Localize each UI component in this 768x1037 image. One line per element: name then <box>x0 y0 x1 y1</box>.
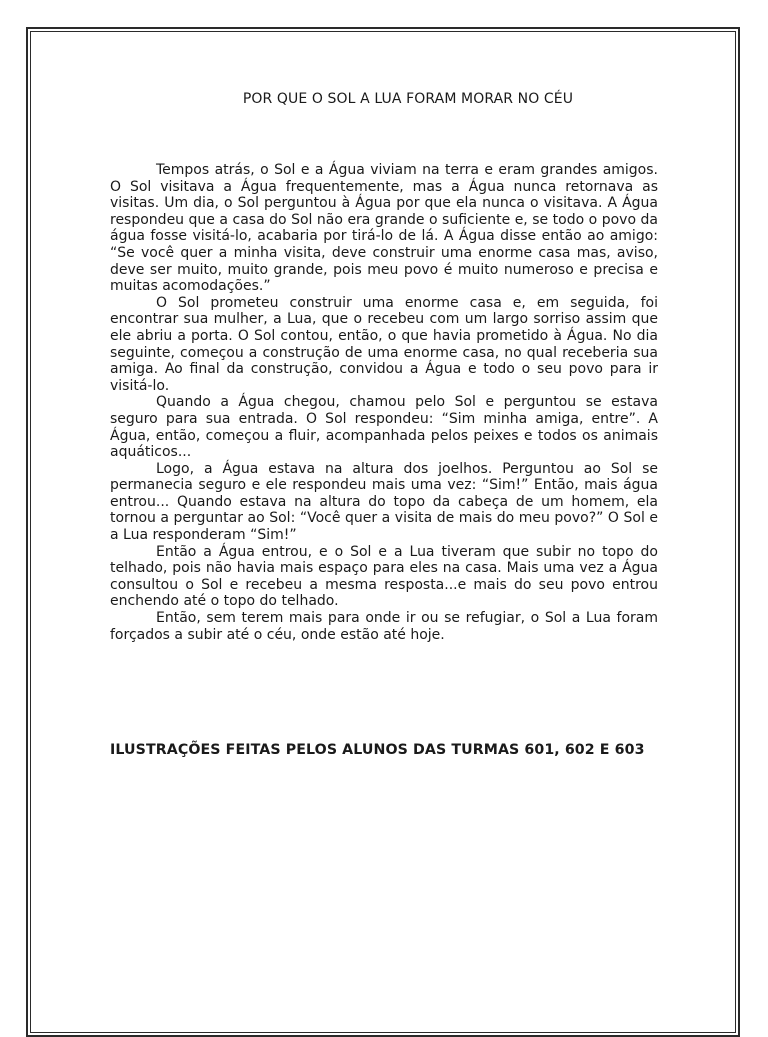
story-paragraph: O Sol prometeu construir uma enorme casa e, em seguida, foi encontrar sua mulher, a Lua, que o recebeu com um largo sorriso assim que ele abriu a porta. O Sol contou, então, o que havia prometido à Água. No dia seguinte, começou a construção de uma enorme casa, no qual receberia sua amiga. Ao final da construção, convidou a Água e todo o seu povo para ir visitá-lo. <box>110 294 658 394</box>
story-paragraph: Quando a Água chegou, chamou pelo Sol e perguntou se estava seguro para sua entrada. O Sol respondeu: “Sim minha amiga, entre”. A Água, então, começou a fluir, acompanhada pelos peixes e todos os animais aquáticos... <box>110 394 658 461</box>
story-body <box>110 162 658 643</box>
story-paragraph: Logo, a Água estava na altura dos joelhos. Perguntou ao Sol se permanecia seguro e ele respondeu mais uma vez: “Sim!” Então, mais água entrou... Quando estava na altura do topo da cabeça de um homem, ela tornou a perguntar ao Sol: “Você quer a visita de mais do meu povo?” O Sol e a Lua responderam “Sim!” <box>110 460 658 544</box>
story-paragraph: Tempos atrás, o Sol e a Água viviam na terra e eram grandes amigos. O Sol visitava a Água frequentemente, mas a Água nunca retornava as visitas. Um dia, o Sol perguntou à Água por que ela nunca o visitava. A Água respondeu que a casa do Sol não era grande o suficiente e, se todo o povo da água fosse visitá-lo, acabaria por tirá-lo de lá. A Água disse então ao amigo: “Se você quer a minha visita, deve construir uma enorme casa mas, aviso, deve ser muito, muito grande, pois meu povo é muito numeroso e precisa e muitas acomodações.” <box>110 162 658 295</box>
document-title: POR QUE O SOL A LUA FORAM MORAR NO CÉU <box>242 91 574 107</box>
illustrations-heading: ILUSTRAÇÕES FEITAS PELOS ALUNOS DAS TURMAS 601, 602 E 603 <box>110 742 645 758</box>
story-paragraph: Então a Água entrou, e o Sol e a Lua tiveram que subir no topo do telhado, pois não havia mais espaço para eles na casa. Mais uma vez a Água consultou o Sol e recebeu a mesma resposta...e mais do seu povo entrou enchendo até o topo do telhado. <box>110 543 658 610</box>
story-paragraph: Então, sem terem mais para onde ir ou se refugiar, o Sol a Lua foram forçados a subir até o céu, onde estão até hoje. <box>110 610 658 643</box>
